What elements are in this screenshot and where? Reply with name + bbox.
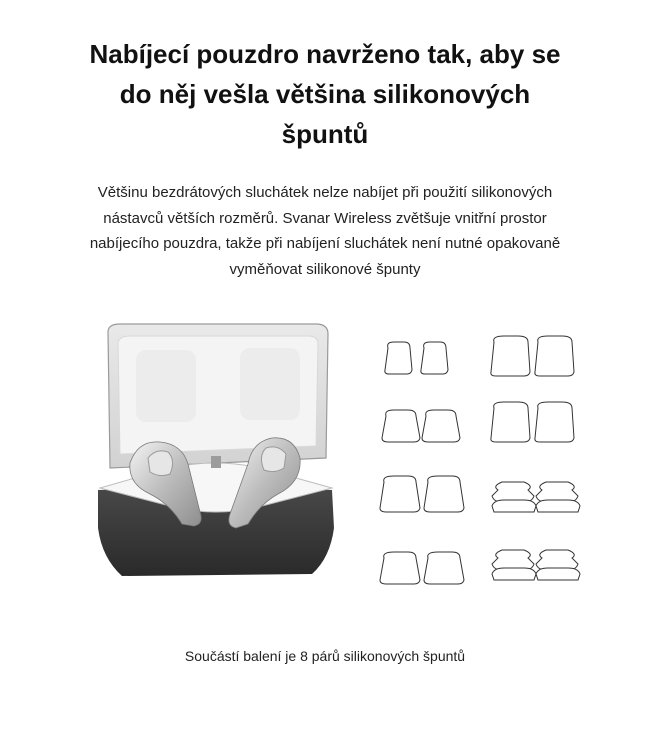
case-logo-mark: [211, 456, 221, 468]
section-heading: [20, 34, 630, 154]
heading-line-3: špuntů: [281, 119, 369, 149]
description-line-2: nástavců větších rozměrů. Svanar Wireless zvětšuje vnitřní prostor: [103, 209, 547, 227]
ear-tip-pair-small-2: [382, 410, 460, 442]
section-description: [40, 180, 610, 282]
ear-tips-caption: Součástí balení je 8 párů silikonových špuntů: [184, 648, 466, 664]
ear-tip-pair-double-flange-1: [492, 482, 580, 512]
ear-tip-pair-medium-2: [380, 552, 464, 584]
ear-tip-pair-double-flange-2: [492, 550, 580, 580]
charging-case-image: [90, 318, 340, 590]
ear-tip-pair-large-1: [491, 336, 574, 376]
heading-line-1: Nabíjecí pouzdro navrženo tak, aby se: [89, 39, 561, 69]
description-line-4: vyměňovat silikonové špunty: [229, 260, 421, 278]
description-line-1: Většinu bezdrátových sluchátek nelze nabíjet při použití silikonových: [97, 184, 553, 201]
ear-tips-illustration: [374, 330, 584, 590]
heading-line-2: do něj vešla většina silikonových: [119, 79, 531, 109]
ear-tip-pair-large-2: [491, 402, 574, 442]
ear-tip-pair-small-1: [385, 342, 448, 374]
ear-tip-pair-medium-1: [380, 476, 464, 512]
description-line-3: nabíjecího pouzdra, takže při nabíjení sluchátek není nutné opakovaně: [89, 235, 561, 252]
